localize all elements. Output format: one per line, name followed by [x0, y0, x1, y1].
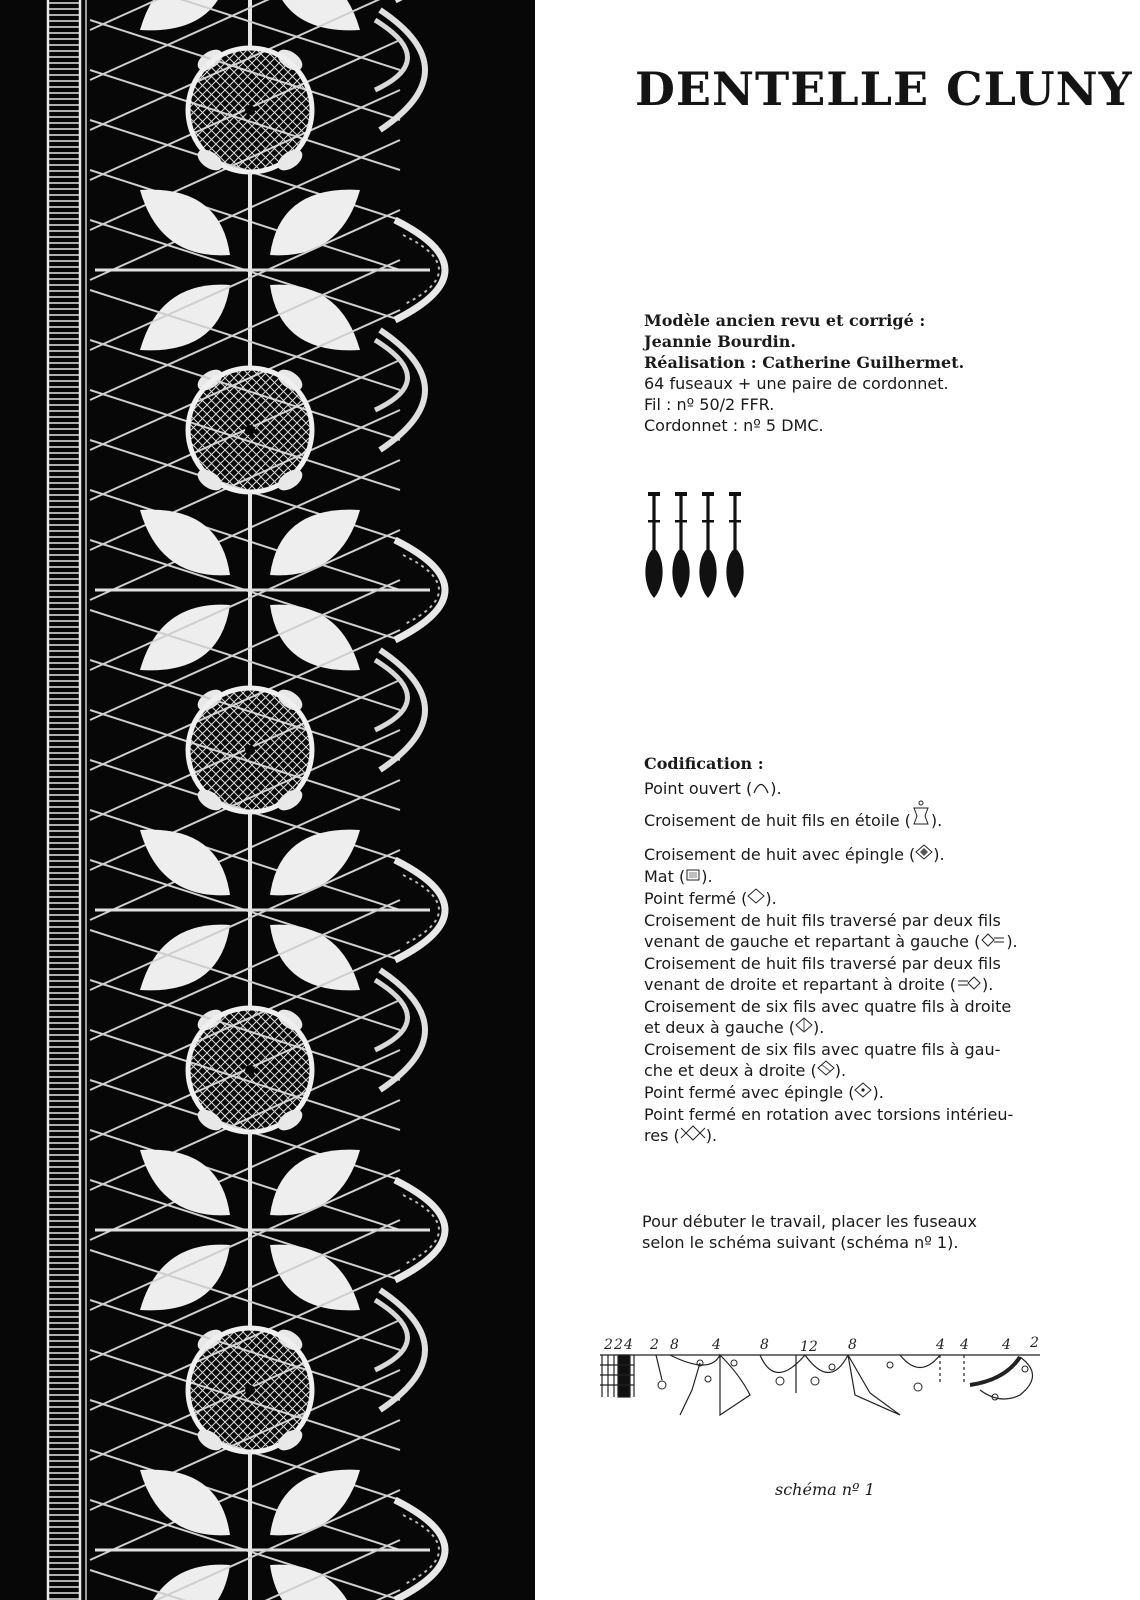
star-crossing-icon: [911, 800, 931, 832]
crossing-right-icon: [956, 975, 982, 996]
code-item-16: res (: [644, 1126, 680, 1145]
rotation-stitch-icon: [680, 1125, 706, 1147]
code-close-2: ).: [930, 811, 943, 830]
code-item-15: Point fermé en rotation avec torsions intérieu-: [644, 1105, 1014, 1124]
credits-line-1: Modèle ancien revu et corrigé :: [644, 311, 926, 330]
code-item-9: venant de droite et repartant à droite (: [644, 975, 957, 994]
code-item-11: et deux à gauche (: [644, 1018, 795, 1037]
codification-block: [644, 753, 1114, 1147]
codification-heading: Codification :: [644, 754, 764, 773]
code-item-5: Point fermé (: [644, 889, 748, 908]
bobbins-icon: [640, 490, 750, 605]
schema-number: 2: [604, 1337, 613, 1353]
start-line-1: Pour débuter le travail, placer les fuseaux: [642, 1212, 977, 1231]
start-instructions: [642, 1211, 1112, 1253]
schema-number: 4: [1002, 1337, 1011, 1353]
code-item-1: Point ouvert (: [644, 779, 753, 798]
credits-line-2: Jeannie Bourdin.: [644, 332, 796, 351]
credits-line-3: Réalisation : Catherine Guilhermet.: [644, 353, 965, 372]
code-close-14: ).: [872, 1083, 884, 1102]
code-item-6: Croisement de huit fils traversé par deux fils: [644, 911, 1001, 930]
code-item-14: Point fermé avec épingle (: [644, 1083, 855, 1102]
closed-stitch-icon: [747, 888, 765, 910]
code-close-13: ).: [834, 1061, 847, 1080]
mat-icon: [685, 867, 701, 888]
lace-photo: [0, 0, 535, 1600]
materials-line-3: Cordonnet : nº 5 DMC.: [644, 416, 824, 435]
materials-line-2: Fil : nº 50/2 FFR.: [644, 395, 775, 414]
schema-number: 8: [848, 1337, 857, 1353]
open-stitch-icon: [752, 779, 770, 800]
credits-block: [644, 310, 1114, 436]
code-item-13: che et deux à droite (: [644, 1061, 817, 1080]
code-item-4: Mat (: [644, 867, 686, 886]
schema-number: 8: [670, 1337, 679, 1353]
schema-diagram: [600, 1335, 1070, 1455]
six-cross-left-icon: [817, 1060, 835, 1082]
code-close-11: ).: [813, 1018, 825, 1037]
code-close-4: ).: [701, 867, 713, 886]
schema-number: 12: [800, 1339, 818, 1355]
schema-number: 2: [650, 1337, 659, 1353]
code-item-7: venant de gauche et repartant à gauche (: [644, 932, 981, 951]
code-close-16: ).: [705, 1126, 718, 1145]
code-item-3: Croisement de huit avec épingle (: [644, 845, 916, 864]
materials-line-1: 64 fuseaux + une paire de cordonnet.: [644, 374, 949, 393]
schema-number: 4: [624, 1337, 633, 1353]
code-close-7: ).: [1006, 932, 1018, 951]
code-close-3: ).: [933, 845, 945, 864]
schema-caption: schéma nº 1: [775, 1480, 875, 1499]
schema-number: 8: [760, 1337, 769, 1353]
code-close-1: ).: [770, 779, 782, 798]
lace-illustration: [0, 0, 535, 1600]
code-item-12: Croisement de six fils avec quatre fils à gau-: [644, 1040, 1001, 1059]
code-close-9: ).: [982, 975, 994, 994]
schema-number: 4: [712, 1337, 721, 1353]
closed-pin-icon: [854, 1082, 872, 1104]
page-title: DENTELLE CLUNY: [635, 62, 1133, 116]
schema-number: 2: [614, 1337, 623, 1353]
schema-number: 4: [936, 1337, 945, 1353]
code-item-8: Croisement de huit fils traversé par deux fils: [644, 954, 1001, 973]
diamond-pin-icon: [915, 844, 933, 866]
start-line-2: selon le schéma suivant (schéma nº 1).: [642, 1233, 959, 1252]
schema-number: 4: [960, 1337, 969, 1353]
six-cross-right-icon: [795, 1017, 813, 1039]
code-item-2: Croisement de huit fils en étoile (: [644, 811, 911, 830]
schema-number: 2: [1030, 1335, 1039, 1351]
code-item-10: Croisement de six fils avec quatre fils à droite: [644, 997, 1012, 1016]
code-close-5: ).: [765, 889, 777, 908]
crossing-left-icon: [980, 932, 1006, 953]
